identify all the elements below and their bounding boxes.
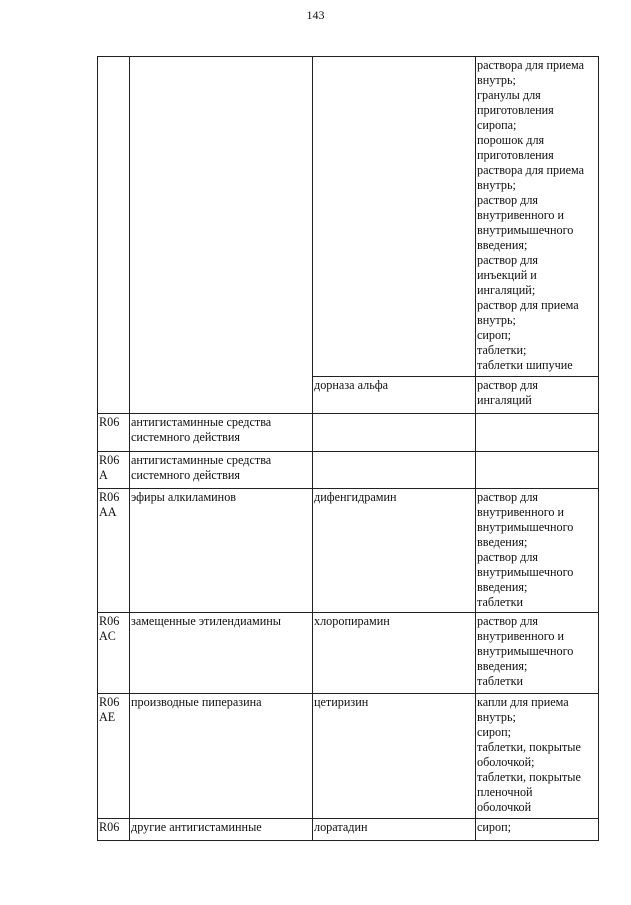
dosage-forms-cell: сироп; bbox=[476, 819, 599, 841]
substance-cell: дорназа альфа bbox=[313, 377, 476, 414]
atc-code-cell: R06 AA bbox=[98, 489, 130, 613]
table-row bbox=[98, 694, 599, 819]
atc-code-cell: R06 A bbox=[98, 452, 130, 489]
substance-cell bbox=[313, 414, 476, 452]
group-cell: антигистаминные средства системного действия bbox=[130, 452, 313, 489]
group-cell: замещенные этилендиамины bbox=[130, 613, 313, 694]
group-cell bbox=[130, 57, 313, 414]
atc-code-cell: R06 bbox=[98, 414, 130, 452]
atc-code-cell: R06 bbox=[98, 819, 130, 841]
group-cell: другие антигистаминные bbox=[130, 819, 313, 841]
page-number: 143 bbox=[306, 8, 325, 22]
table-row bbox=[98, 819, 599, 841]
dosage-forms-cell: капли для приема внутрь; сироп; таблетки, покрытые оболочкой; таблетки, покрытые пленочной оболочкой bbox=[476, 694, 599, 819]
atc-code-cell bbox=[98, 57, 130, 414]
table-row bbox=[98, 452, 599, 489]
table-row bbox=[98, 57, 599, 377]
table-row bbox=[98, 414, 599, 452]
table-row bbox=[98, 489, 599, 613]
dosage-forms-cell bbox=[476, 452, 599, 489]
atc-code-cell: R06 AC bbox=[98, 613, 130, 694]
dosage-forms-cell bbox=[476, 414, 599, 452]
substance-cell bbox=[313, 452, 476, 489]
substance-cell: лоратадин bbox=[313, 819, 476, 841]
substance-cell bbox=[313, 57, 476, 377]
dosage-forms-cell: раствор для внутривенного и внутримышечного введения; раствор для внутримышечного введения; таблетки bbox=[476, 489, 599, 613]
substance-cell: цетиризин bbox=[313, 694, 476, 819]
table-row bbox=[98, 613, 599, 694]
dosage-forms-cell: раствора для приема внутрь; гранулы для приготовления сиропа; порошок для приготовления раствора для приема внутрь; раствор для внутривенного и внутримышечного введения; раствор для инъекций и ингаляций; раствор для приема внутрь; сироп; таблетки; таблетки шипучие bbox=[476, 57, 599, 377]
group-cell: производные пиперазина bbox=[130, 694, 313, 819]
substance-cell: хлоропирамин bbox=[313, 613, 476, 694]
group-cell: антигистаминные средства системного действия bbox=[130, 414, 313, 452]
dosage-forms-cell: раствор для внутривенного и внутримышечного введения; таблетки bbox=[476, 613, 599, 694]
substance-cell: дифенгидрамин bbox=[313, 489, 476, 613]
atc-code-cell: R06 AE bbox=[98, 694, 130, 819]
dosage-forms-cell: раствор для ингаляций bbox=[476, 377, 599, 414]
drug-table bbox=[97, 56, 599, 841]
group-cell: эфиры алкиламинов bbox=[130, 489, 313, 613]
